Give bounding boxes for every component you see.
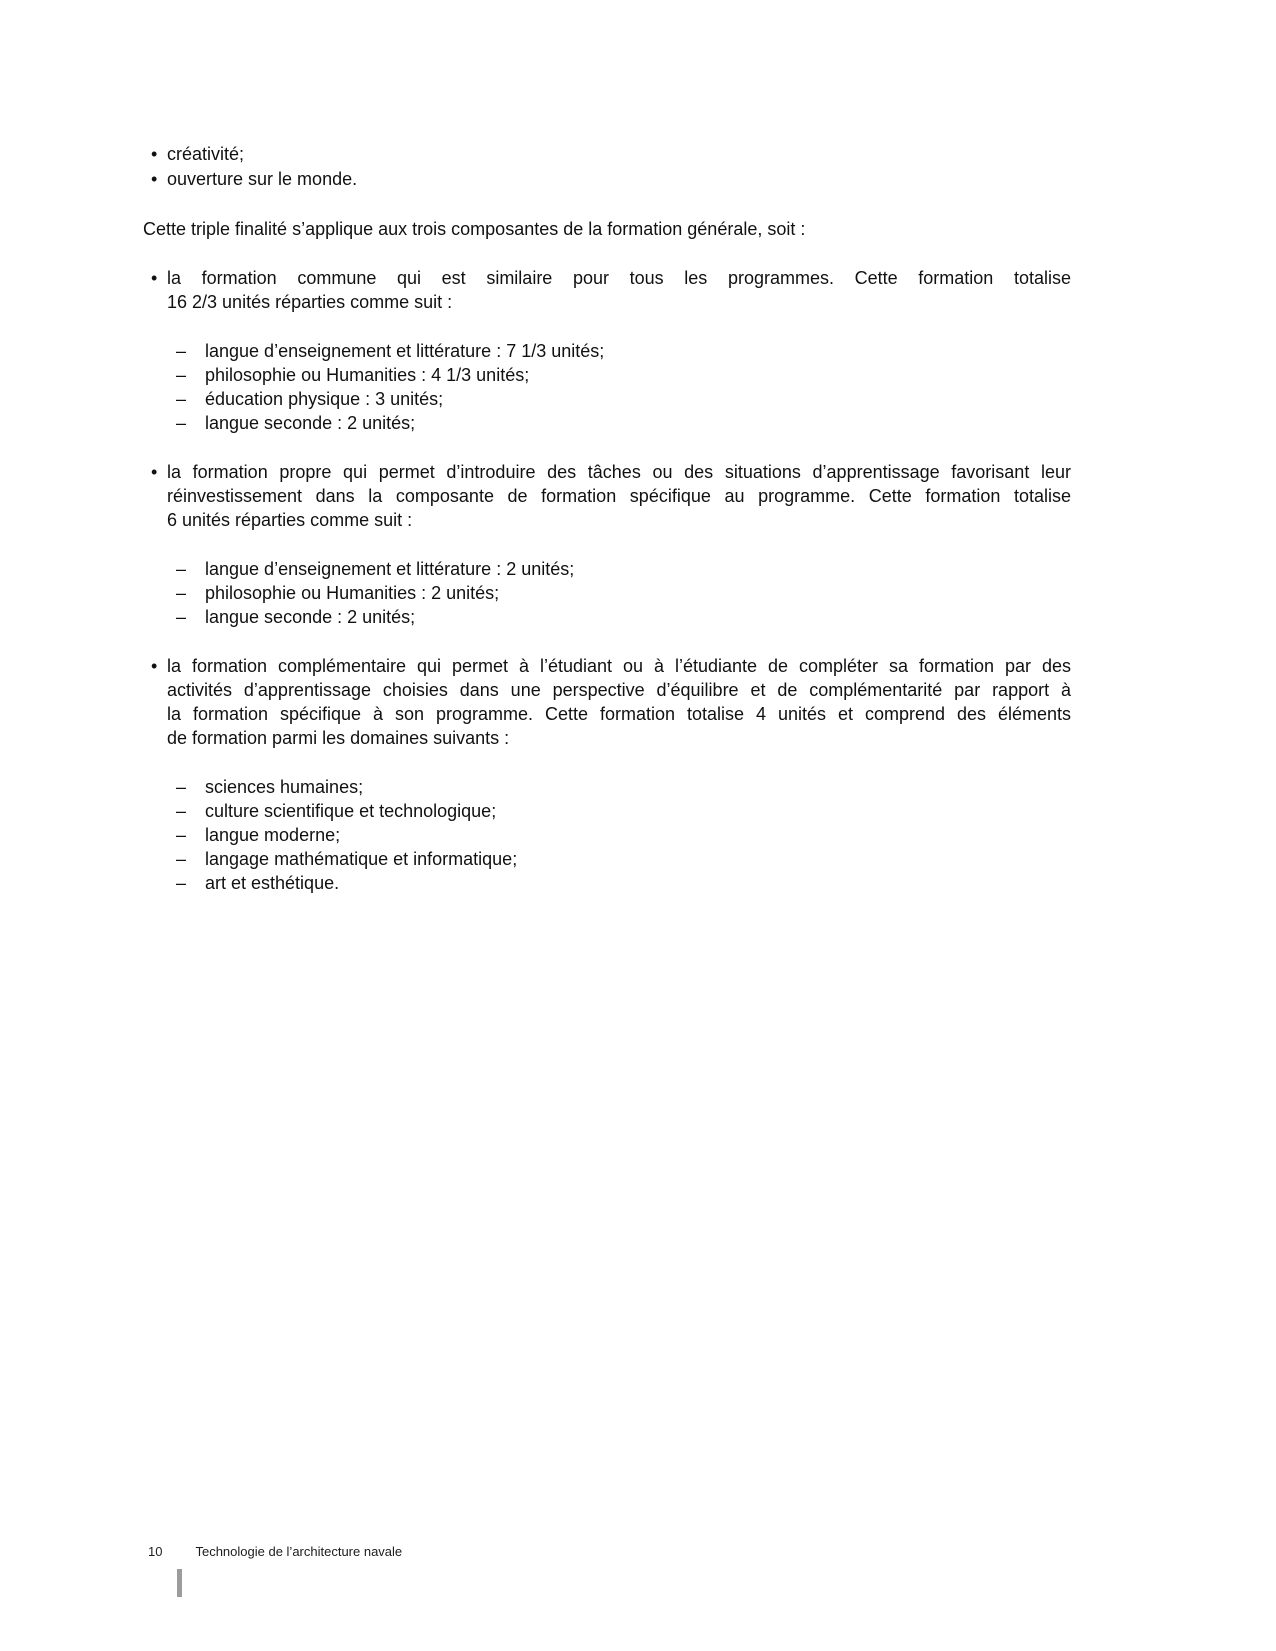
dash-item-text: sciences humaines;: [205, 777, 364, 797]
text-line: de formation parmi les domaines suivants :: [167, 728, 510, 748]
component-text: [167, 266, 1071, 314]
dash-sublist: [143, 775, 1071, 895]
component-block: [143, 460, 1071, 629]
text-line: réinvestissement dans la composante de formation spécifique au programme. Cette formation totalise: [167, 486, 1071, 506]
dash-item: [143, 775, 1071, 799]
dash-item: [143, 605, 1071, 629]
dash-item: [143, 823, 1071, 847]
dash-item-text: langage mathématique et informatique;: [205, 849, 518, 869]
text-line: • la formation complémentaire qui permet à l’étudiant ou à l’étudiante de compléter sa formation par des: [167, 656, 1071, 676]
intro-bullet-list: [143, 142, 1071, 192]
page-number: 10: [148, 1544, 163, 1559]
dash-item-text: langue seconde : 2 unités;: [205, 413, 416, 433]
component-block: [143, 654, 1071, 895]
dash-item-text: art et esthétique.: [205, 873, 340, 893]
dash-item-text: culture scientifique et technologique;: [205, 801, 497, 821]
footer-marker-bar: [177, 1569, 182, 1597]
intro-bullet-text: créativité;: [167, 144, 245, 164]
page-content: [143, 142, 1071, 920]
dash-item: [143, 871, 1071, 895]
component-bullet: [143, 460, 1071, 532]
component-text: [167, 460, 1071, 532]
component-block: [143, 266, 1071, 435]
dash-item-text: philosophie ou Humanities : 2 unités;: [205, 583, 500, 603]
lead-paragraph: Cette triple finalité s’applique aux trois composantes de la formation générale, soit :: [143, 219, 806, 239]
dash-item: [143, 847, 1071, 871]
text-line: activités d’apprentissage choisies dans une perspective d’équilibre et de complémentarité par rapport à: [167, 680, 1071, 700]
text-line: • la formation commune qui est similaire pour tous les programmes. Cette formation totalise: [167, 268, 1071, 288]
dash-item-text: langue seconde : 2 unités;: [205, 607, 416, 627]
dash-item-text: langue d’enseignement et littérature : 2 unités;: [205, 559, 575, 579]
page-footer: [148, 1544, 402, 1559]
intro-bullet-item: [143, 167, 1071, 192]
dash-item: [143, 339, 1071, 363]
footer-title: Technologie de l’architecture navale: [195, 1544, 403, 1559]
component-bullet: [143, 266, 1071, 314]
dash-item: [143, 411, 1071, 435]
component-bullet: [143, 654, 1071, 750]
dash-item: [143, 581, 1071, 605]
dash-item: [143, 387, 1071, 411]
dash-item-text: philosophie ou Humanities : 4 1/3 unités;: [205, 365, 530, 385]
text-line: la formation spécifique à son programme. Cette formation totalise 4 unités et comprend des éléments: [167, 704, 1071, 724]
dash-item: [143, 557, 1071, 581]
intro-bullet-item: [143, 142, 1071, 167]
text-line: 16 2/3 unités réparties comme suit :: [167, 292, 453, 312]
text-line: • la formation propre qui permet d’introduire des tâches ou des situations d’apprentissage favorisant leur: [167, 462, 1071, 482]
dash-item-text: langue d’enseignement et littérature : 7 1/3 unités;: [205, 341, 605, 361]
component-text: [167, 654, 1071, 750]
text-line: 6 unités réparties comme suit :: [167, 510, 413, 530]
components-section: [143, 266, 1071, 895]
dash-sublist: [143, 339, 1071, 435]
intro-bullet-text: ouverture sur le monde.: [167, 169, 358, 189]
dash-item-text: éducation physique : 3 unités;: [205, 389, 444, 409]
dash-item: [143, 363, 1071, 387]
dash-item-text: langue moderne;: [205, 825, 341, 845]
dash-item: [143, 799, 1071, 823]
dash-sublist: [143, 557, 1071, 629]
